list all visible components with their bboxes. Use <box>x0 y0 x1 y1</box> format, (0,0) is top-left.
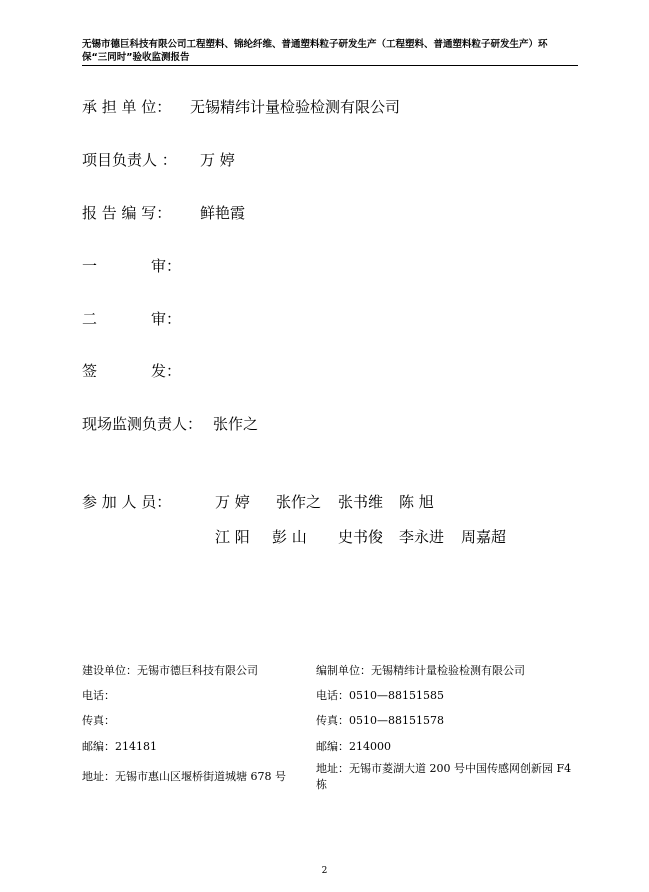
issue-label-b: 发： <box>151 362 182 380</box>
participant-name: 陈 旭 <box>399 493 434 511</box>
site-leader-label: 现场监测负责人： <box>82 415 203 433</box>
writer-value: 鲜艳霞 <box>200 204 246 222</box>
compiler-address: 地址：无锡市菱湖大道 200 号中国传感网创新园 F4 栋 <box>316 762 572 791</box>
construction-address: 地址：无锡市惠山区堰桥街道城塘 678 号 <box>82 770 286 783</box>
participant-name: 彭 山 <box>272 528 307 546</box>
participant-name: 李永进 <box>399 528 445 546</box>
leader-label: 项目负责人 ： <box>82 151 177 169</box>
construction-unit: 建设单位：无锡市德巨科技有限公司 <box>82 664 258 677</box>
participants-label: 参 加 人 员： <box>82 493 172 511</box>
writer-label: 报 告 编 写： <box>82 204 172 222</box>
review1-label-a: 一 <box>82 257 98 275</box>
participant-name: 万 婷 <box>215 493 250 511</box>
issue-label-a: 签 <box>82 362 98 380</box>
construction-phone: 电话： <box>82 689 115 702</box>
participant-name: 江 阳 <box>215 528 250 546</box>
header-divider <box>82 65 578 66</box>
site-leader-value: 张作之 <box>213 415 259 433</box>
participant-name: 张书维 <box>338 493 384 511</box>
report-header <box>82 38 582 64</box>
undertaker-value: 无锡精纬计量检验检测有限公司 <box>190 98 401 116</box>
construction-fax: 传真： <box>82 714 115 727</box>
participant-name: 史书俊 <box>338 528 384 546</box>
review2-label-b: 审： <box>151 310 182 328</box>
header-line-1: 无锡市德巨科技有限公司工程塑料、锦纶纤维、普通塑料粒子研发生产（工程塑料、普通塑料粒子研发生产）环 <box>82 39 548 50</box>
header-line-2: 保“三同时”验收监测报告 <box>82 52 190 63</box>
compiler-phone: 电话：0510—88151585 <box>316 689 444 702</box>
participant-name: 张作之 <box>276 493 322 511</box>
review2-label-a: 二 <box>82 310 98 328</box>
page-number: 2 <box>321 866 328 876</box>
leader-value: 万 婷 <box>200 151 235 169</box>
compiler-postcode: 邮编：214000 <box>316 740 391 753</box>
undertaker-label: 承 担 单 位： <box>82 98 172 116</box>
construction-postcode: 邮编：214181 <box>82 740 157 753</box>
compiler-unit: 编制单位：无锡精纬计量检验检测有限公司 <box>316 664 525 677</box>
review1-label-b: 审： <box>151 257 182 275</box>
participant-name: 周嘉超 <box>461 528 507 546</box>
compiler-fax: 传真：0510—88151578 <box>316 714 444 727</box>
